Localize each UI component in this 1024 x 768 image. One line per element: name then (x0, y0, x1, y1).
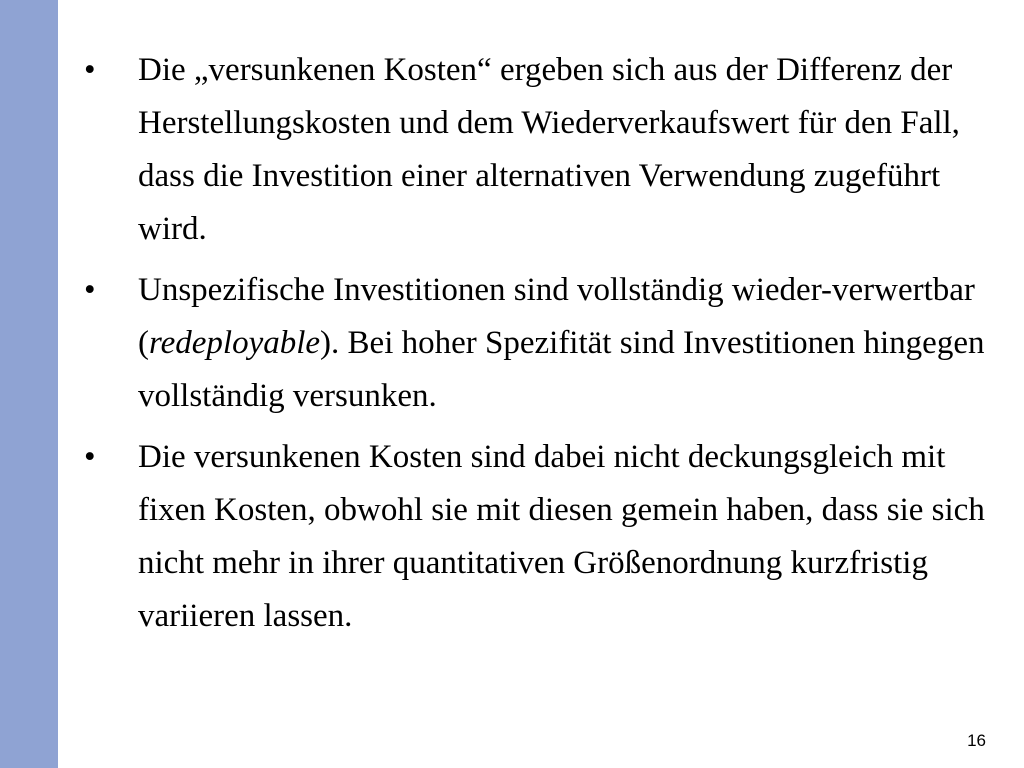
bullet-text: Die versunkenen Kosten sind dabei nicht deckungsgleich mit fixen Kosten, obwohl sie mit diesen gemein haben, dass sie sich nicht mehr in ihrer quantitativen Größenordnung kurzfristig variieren lassen. (138, 439, 985, 634)
bullet-item-redeployable (84, 264, 1004, 423)
bullet-item-sunk-costs-definition (84, 44, 1004, 256)
bullet-icon: • (84, 439, 96, 475)
bullet-text: Die „versunkenen Kosten“ ergeben sich aus der Differenz der Herstellungskosten und dem Wiederverkaufswert für den Fall, dass die Investition einer alternativen Verwendung zugeführt wird. (138, 52, 960, 247)
bullet-icon: • (84, 272, 96, 308)
sidebar-accent-bar (0, 0, 58, 768)
bullet-text (138, 264, 1004, 423)
slide-bullet-list (84, 44, 1004, 651)
bullet-item-fixed-costs-comparison (84, 431, 1004, 643)
bullet-text-before: Unspezifische Investitionen sind vollständig wieder-verwertbar ( (138, 272, 975, 361)
bullet-icon: • (84, 52, 96, 88)
page-number: 16 (967, 731, 986, 750)
bullet-text-after: ). Bei hoher Spezifität sind Investitionen hingegen vollständig versunken. (138, 325, 985, 414)
bullet-text-italic-term: redeployable (149, 325, 321, 361)
